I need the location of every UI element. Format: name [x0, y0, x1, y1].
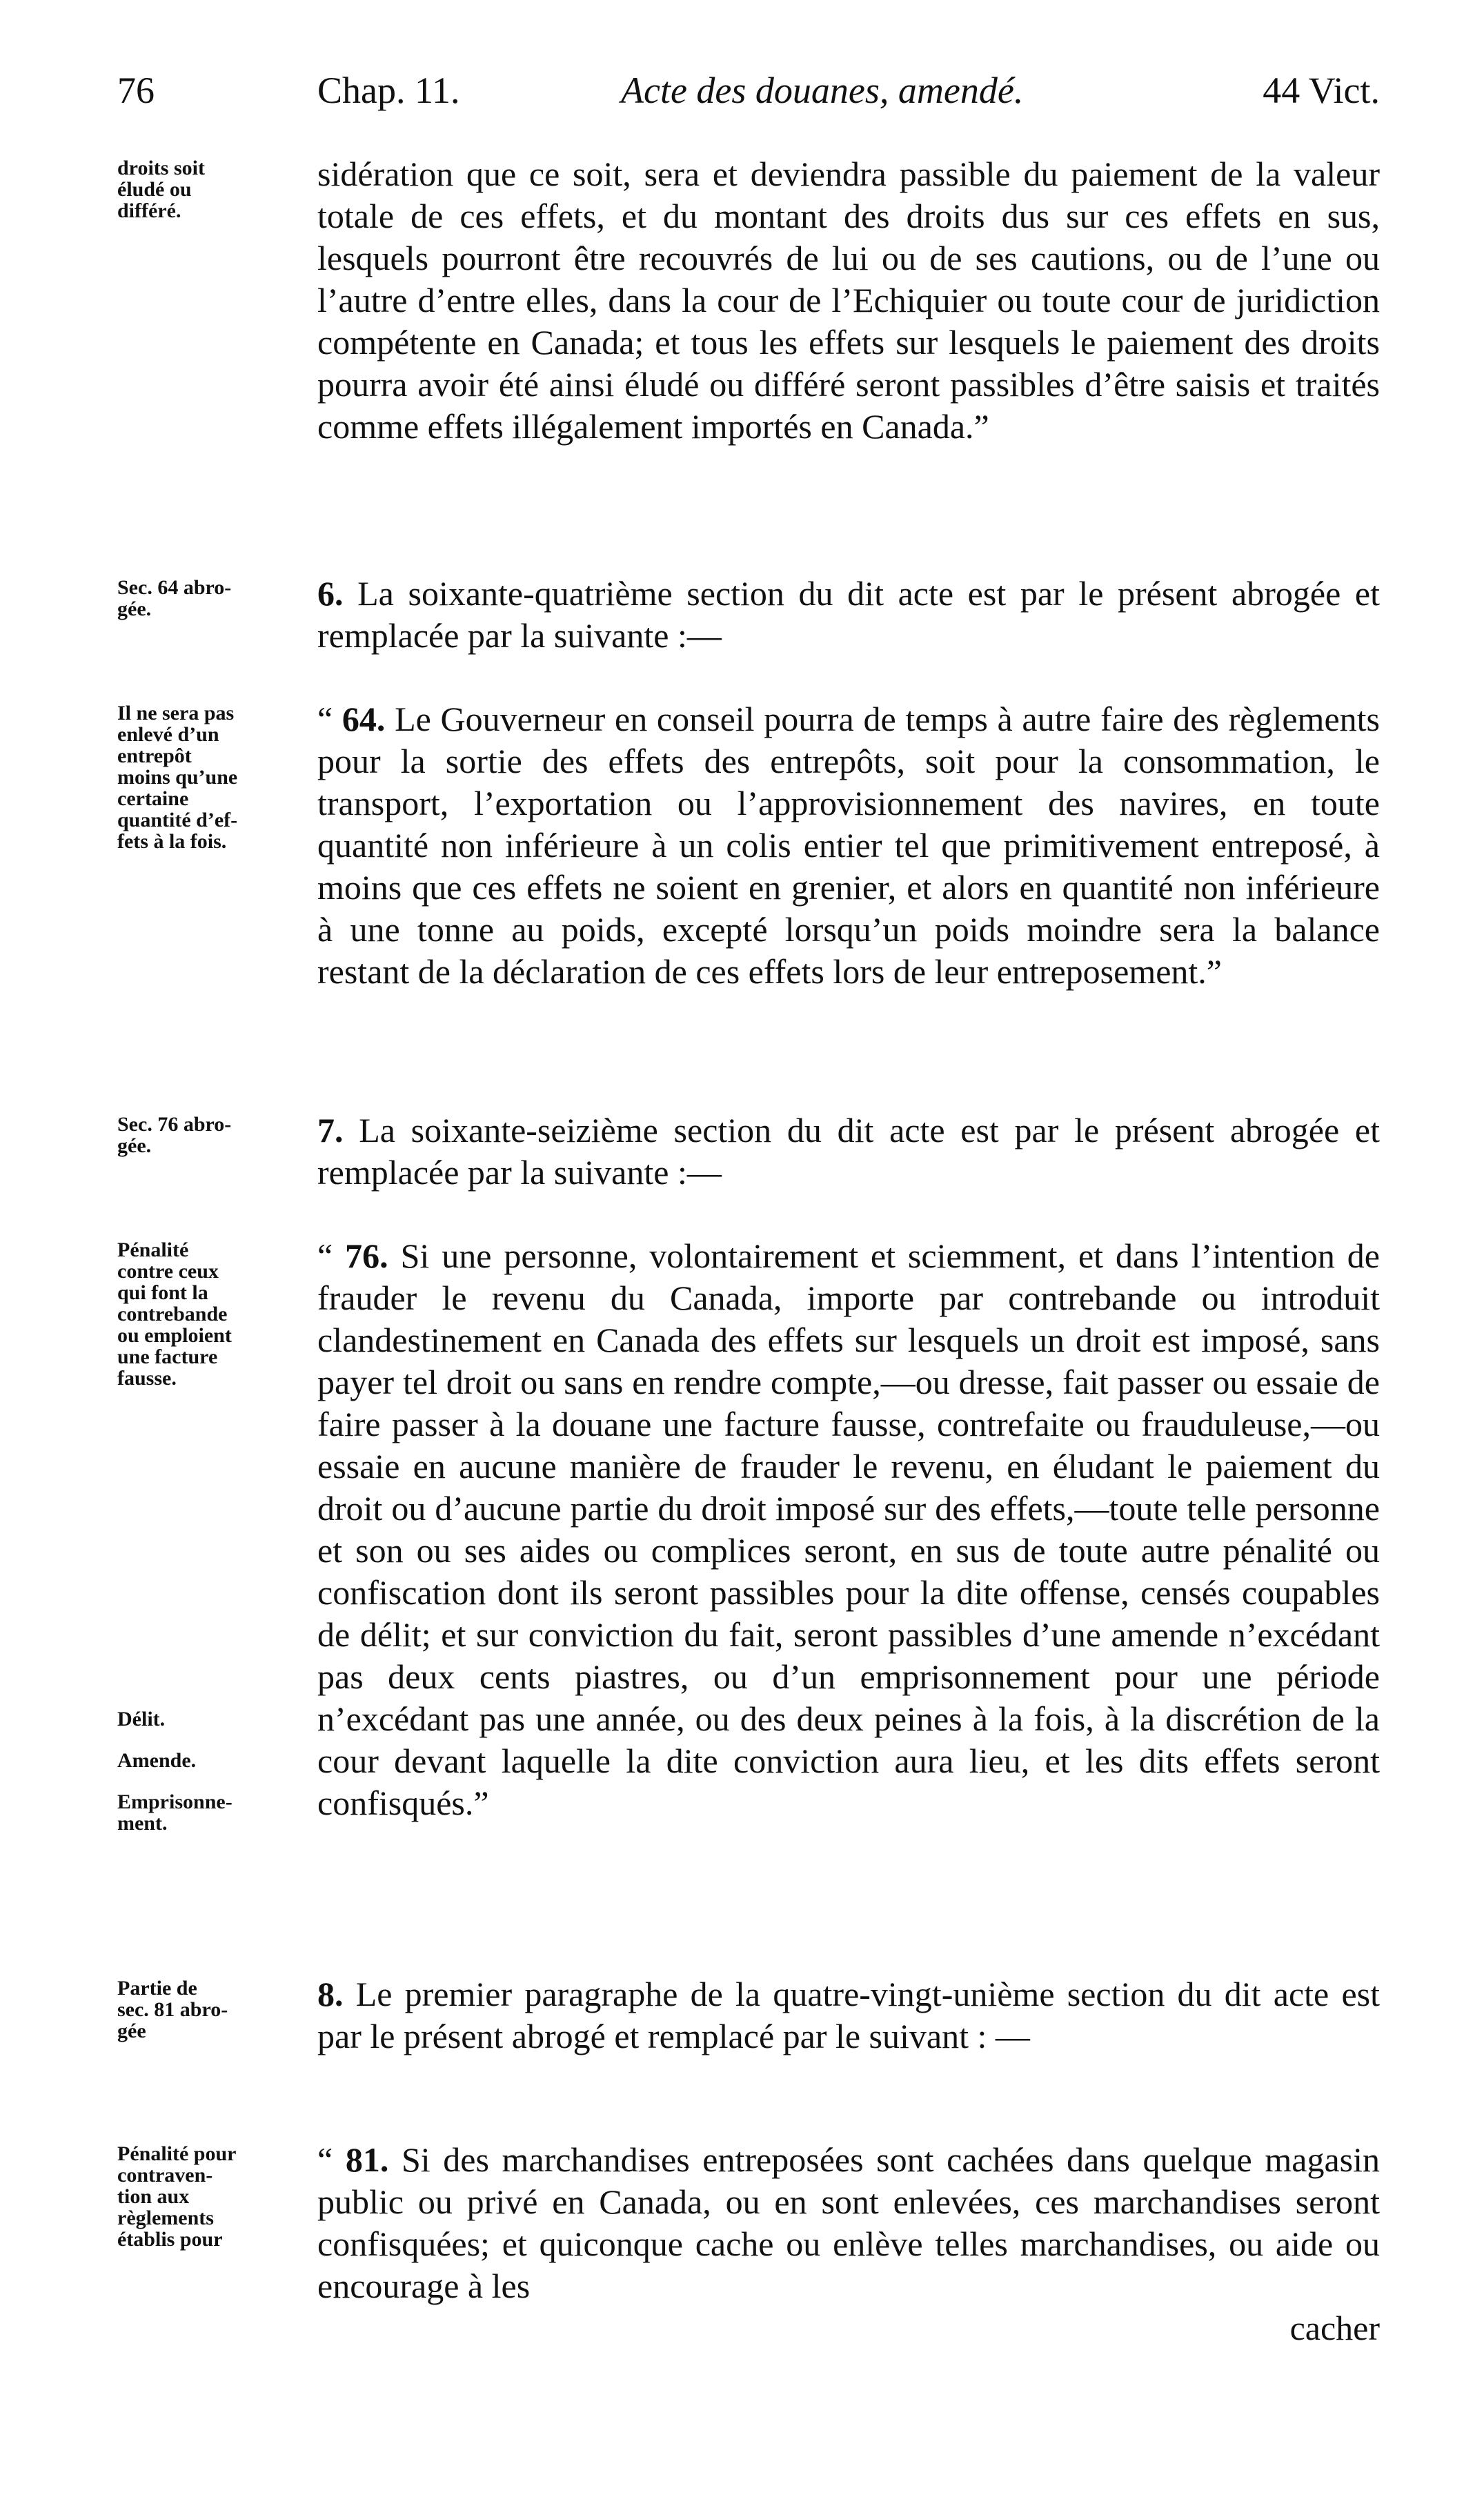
- open-quote: “: [317, 2140, 346, 2179]
- section-body: [317, 1109, 1380, 1194]
- section-body: [317, 153, 1380, 448]
- margin-line: différé.: [117, 199, 181, 222]
- margin-line: Pénalité: [117, 1239, 189, 1261]
- regnal-year: 44 Vict.: [1263, 70, 1380, 111]
- catchword: cacher: [1289, 2309, 1380, 2347]
- paragraph-text: [317, 2139, 1380, 2307]
- margin-note: [117, 1114, 310, 1156]
- section-number: 81.: [345, 2140, 389, 2179]
- margin-line: fets à la fois.: [117, 830, 227, 853]
- margin-line: Sec. 76 abro-: [117, 1113, 232, 1136]
- margin-note: [117, 2143, 310, 2250]
- margin-line: Amende.: [117, 1749, 197, 1772]
- section-body: [317, 1235, 1380, 1824]
- margin-line: contre ceux: [117, 1260, 219, 1283]
- section-body: [317, 1973, 1380, 2058]
- act-title: Acte des douanes, amendé.: [621, 70, 1024, 111]
- section-body: [317, 2139, 1380, 2349]
- paragraph-content: La soixante-seizième section du dit acte est par le présent abrogée et remplacée par la suivante :—: [317, 1111, 1380, 1192]
- section-number: 6.: [317, 574, 344, 613]
- margin-line: Délit.: [117, 1708, 166, 1730]
- margin-line: moins qu’une: [117, 766, 238, 789]
- margin-note: [117, 1977, 310, 2042]
- section-number: 8.: [317, 1975, 344, 2013]
- section-body: [317, 698, 1380, 993]
- margin-line: une facture: [117, 1345, 218, 1368]
- section-body: [317, 573, 1380, 657]
- running-header: [117, 69, 1380, 124]
- margin-line: Pénalité pour: [117, 2142, 237, 2165]
- margin-line: Il ne sera pas: [117, 702, 235, 724]
- open-quote: “: [317, 1236, 346, 1275]
- margin-line: ou emploient: [117, 1324, 232, 1347]
- margin-line: gée.: [117, 1134, 152, 1157]
- margin-line: certaine: [117, 787, 189, 810]
- paragraph-content: La soixante-quatrième section du dit acte est par le présent abrogée et remplacée par la suivante :—: [317, 574, 1380, 655]
- section-number: 7.: [317, 1111, 344, 1150]
- page-number: 76: [117, 70, 155, 111]
- margin-line: fausse.: [117, 1367, 177, 1390]
- margin-line: contrebande: [117, 1303, 228, 1325]
- margin-note-amende: [117, 1750, 196, 1771]
- margin-line: quantité d’ef-: [117, 809, 238, 831]
- margin-line: ment.: [117, 1812, 168, 1835]
- chapter-label: Chap. 11.: [317, 70, 460, 111]
- paragraph-text: [317, 1109, 1380, 1194]
- margin-note: [117, 1239, 310, 1389]
- margin-line: éludé ou: [117, 178, 192, 201]
- paragraph-content: Le premier paragraphe de la quatre-vingt-unième section du dit acte est par le présent abrogé et remplacé par le suivant : —: [317, 1975, 1380, 2055]
- paragraph-content: Si une personne, volontairement et sciemment, et dans l’intention de frauder le revenu du Canada, importe par contrebande ou introduit clandestinement en Canada des effets sur lesquels un droit est imposé, sans payer tel droit ou sans en rendre compte,—ou dresse, fait passer ou essaie de faire passer à la douane une facture fausse, contrefaite ou frauduleuse,—ou essaie en aucune manière de frauder le revenu, en éludant le paiement du droit ou d’aucune partie du droit imposé sur des effets,—toute telle personne et son ou ses aides ou complices seront, en sus de toute autre pénalité ou confiscation dont ils seront passibles pour la dite offense, censés coupables de délit; et sur conviction du fait, seront passibles d’une amende n’excédant pas deux cents piastres, ou d’un emprisonnement pour une période n’excédant pas une année, ou des deux peines à la fois, à la discrétion de la cour devant laquelle la dite conviction aura lieu, et les dits effets seront confisqués.”: [317, 1236, 1380, 1822]
- section-number: 64.: [342, 700, 386, 738]
- margin-line: entrepôt: [117, 744, 192, 767]
- margin-line: Partie de: [117, 1977, 197, 2000]
- margin-note: [117, 157, 310, 221]
- margin-line: droits soit: [117, 157, 205, 179]
- margin-line: enlevé d’un: [117, 723, 219, 746]
- paragraph-content: Le Gouverneur en conseil pourra de temps à autre faire des règlements pour la sortie des effets des entrepôts, soit pour la consommation, le transport, l’exportation ou l’approvisionnement des navires, en toute quantité non inférieure à un colis entier tel que primitivement entreposé, à moins que ces effets ne soient en grenier, et alors en quantité non inférieure à une tonne au poids, excepté lorsqu’un poids moindre sera la balance restant de la déclaration de ces effets lors de leur entreposement.”: [317, 700, 1380, 991]
- margin-line: tion aux: [117, 2185, 190, 2208]
- paragraph-text: [317, 573, 1380, 657]
- paragraph-text: sidération que ce soit, sera et deviendra passible du paiement de la valeur totale de ces effets, et du montant des droits dus sur ces effets en sus, lesquels pourront être recouvrés de lui ou de ses cautions, ou de l’une ou l’autre d’entre elles, dans la cour de l’Echiquier ou toute cour de juridiction compétente en Canada; et tous les effets sur lesquels le paiement des droits pourra avoir été ainsi éludé ou différé seront passibles d’être saisis et traités comme effets illégalement importés en Canada.”: [317, 155, 1380, 446]
- margin-note-delit: [117, 1708, 165, 1730]
- margin-line: gée: [117, 2020, 146, 2042]
- paragraph-text: [317, 1235, 1380, 1824]
- margin-line: règlements: [117, 2207, 214, 2229]
- margin-line: contraven-: [117, 2164, 213, 2187]
- paragraph-text: [317, 1973, 1380, 2058]
- section-number: 76.: [345, 1236, 388, 1275]
- margin-line: qui font la: [117, 1281, 208, 1304]
- open-quote: “: [317, 700, 342, 738]
- margin-line: Emprisonne-: [117, 1790, 233, 1813]
- paragraph-text: [317, 698, 1380, 993]
- margin-note-emprisonnement: [117, 1791, 233, 1834]
- margin-line: établis pour: [117, 2228, 223, 2251]
- margin-line: Sec. 64 abro-: [117, 576, 232, 599]
- margin-line: sec. 81 abro-: [117, 1998, 228, 2021]
- paragraph-content: Si des marchandises entreposées sont cachées dans quelque magasin public ou privé en Canada, ou en sont enlevées, ces marchandises seront confisquées; et quiconque cache ou enlève telles marchandises, ou aide ou encourage à les: [317, 2140, 1380, 2305]
- margin-note: [117, 577, 310, 620]
- margin-line: gée.: [117, 598, 152, 620]
- margin-note: [117, 702, 310, 852]
